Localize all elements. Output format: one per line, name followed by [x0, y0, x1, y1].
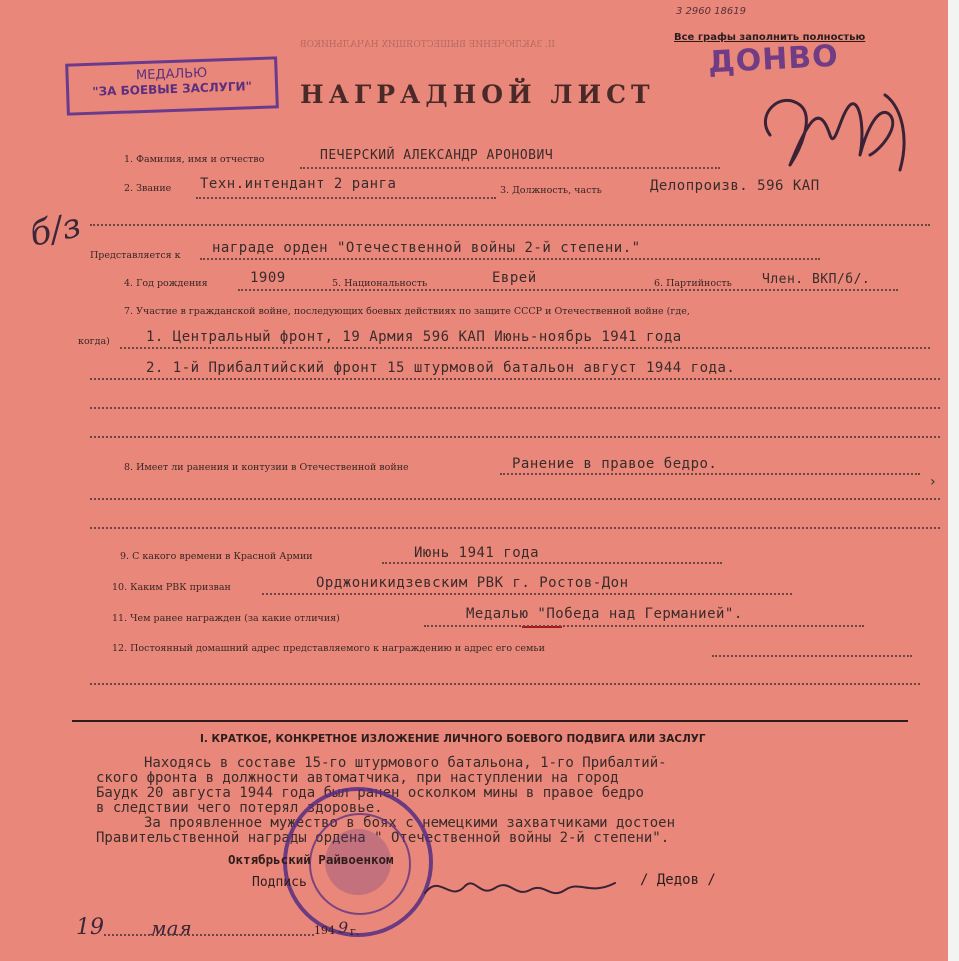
field-2-dots: [196, 197, 496, 199]
field-5-value: Еврей: [492, 270, 537, 286]
section-1-heading: I. КРАТКОЕ, КОНКРЕТНОЕ ИЗЛОЖЕНИЕ ЛИЧНОГО БОЕВОГО ПОДВИГА ИЛИ ЗАСЛУГ: [200, 733, 706, 745]
handwritten-margin-note: б/з: [26, 205, 85, 255]
field-7-label: 7. Участие в гражданской войне, последующих боевых действиях по защите СССР и Отечественной войне (где,: [124, 306, 690, 317]
field-3-value: Делопроизв. 596 КАП: [650, 178, 820, 194]
field-12-label: 12. Постоянный домашний адрес представляемого к награждению и адрес его семьи: [112, 643, 545, 654]
field-10-dots: [262, 593, 792, 595]
field-7-dots-2: [90, 378, 940, 380]
date-month: мая: [150, 916, 192, 940]
nominated-label: Представляется к: [90, 250, 181, 261]
field-7-dots-1: [120, 347, 930, 349]
field-11-label: 11. Чем ранее награжден (за какие отличия): [112, 613, 340, 624]
field-6-value: Член. ВКП/б/.: [762, 272, 871, 287]
field-4-label: 4. Год рождения: [124, 278, 208, 289]
field-6-label: 6. Партийность: [654, 278, 732, 289]
blank-dots-6: [90, 683, 920, 685]
field-2-value: Техн.интендант 2 ранга: [200, 176, 397, 192]
section-1-line-4: в следствии чего потерял здоровье.: [96, 800, 383, 816]
nominated-dots: [200, 258, 820, 260]
section-1-line-1: Находясь в составе 15-го штурмового батальона, 1-го Прибалтий-: [144, 755, 667, 771]
date-suffix: г.: [350, 925, 360, 938]
field-9-dots: [382, 562, 722, 564]
medal-stamp: [65, 56, 279, 115]
field-7-value-1: 1. Центральный фронт, 19 Армия 596 КАП Июнь-ноябрь 1941 года: [146, 329, 682, 345]
page-title: НАГРАДНОЙ ЛИСТ: [300, 80, 655, 109]
medal-stamp-line2: "ЗА БОЕВЫЕ ЗАСЛУГИ": [92, 79, 253, 99]
archive-number: 3 2960 18619: [676, 6, 746, 17]
field-7-value-2: 2. 1-й Прибалтийский фронт 15 штурмовой батальон август 1944 года.: [146, 360, 736, 376]
blank-dots-5: [90, 527, 940, 529]
field-5-label: 5. Национальность: [332, 278, 428, 289]
section-1-line-3: Баудк 20 августа 1944 года был ранен осколком мины в правое бедро: [96, 785, 644, 801]
medal-stamp-line1: МЕДАЛЬЮ: [135, 65, 208, 84]
section-1-line-2: ского фронта в должности автоматчика, при наступлении на город: [96, 770, 619, 786]
section-1-line-5: За проявленное мужество в боях с немецкими захватчиками достоен: [144, 815, 676, 831]
fill-all-note: Все графы заполнить полностью: [674, 32, 866, 43]
section-1-line-6: Правительственной награды ордена " Отечественной войны 2-й степени".: [96, 830, 670, 846]
field-3-label: 3. Должность, часть: [500, 185, 602, 196]
blank-dots-2: [90, 407, 940, 409]
field-4-6-dots: [238, 289, 898, 291]
field-11-dots: [424, 625, 864, 627]
blank-dots-1: [90, 224, 930, 226]
page-edge: [948, 0, 959, 961]
field-10-label: 10. Каким РВК призван: [112, 582, 231, 593]
date-day: 19: [76, 915, 104, 940]
signer-name: / Дедов /: [640, 872, 716, 888]
field-11-value: Медалью "Победа над Германией".: [466, 606, 743, 622]
field-2-label: 2. Звание: [124, 183, 172, 194]
field-10-value: Орджоникидзевским РВК г. Ростов-Дон: [316, 575, 629, 591]
field-1-dots: [300, 167, 720, 169]
date-year-prefix: 194: [314, 924, 335, 937]
dono-stamp: ДОНВО: [707, 38, 840, 81]
date-dots: [104, 934, 314, 936]
signature-prefix: Подпись: [252, 875, 307, 890]
field-8-value: Ранение в правое бедро.: [512, 456, 718, 472]
blank-dots-3: [90, 436, 940, 438]
handwritten-signature-bottom: [420, 868, 620, 908]
field-4-value: 1909: [250, 270, 286, 286]
mirrored-text: II. ЗАКЛЮЧЕНИЕ ВЫШЕСТОЯЩИХ НАЧАЛЬНИКОВ: [300, 40, 556, 50]
field-8-label: 8. Имеет ли ранения и контузии в Отечественной войне: [124, 462, 409, 473]
field-9-label: 9. С какого времени в Красной Армии: [120, 551, 313, 562]
field-1-value: ПЕЧЕРСКИЙ АЛЕКСАНДР АРОНОВИЧ: [320, 148, 554, 163]
field-1-label: 1. Фамилия, имя и отчество: [124, 154, 265, 165]
field-8-dots: [500, 473, 920, 475]
military-office: Октябрьский Райвоенком: [228, 852, 394, 867]
field-12-dots: [712, 655, 912, 657]
blank-dots-4: [90, 498, 940, 500]
nominated-value: награде орден "Отечественной войны 2-й степени.": [212, 240, 641, 256]
field-7-label-cont: когда): [78, 336, 110, 347]
field-9-value: Июнь 1941 года: [414, 545, 540, 561]
chevron-right-icon[interactable]: ›: [930, 474, 936, 490]
handwritten-signature-top: [750, 75, 920, 185]
section-separator: [72, 720, 908, 722]
date-year-suffix: 9: [338, 918, 349, 937]
